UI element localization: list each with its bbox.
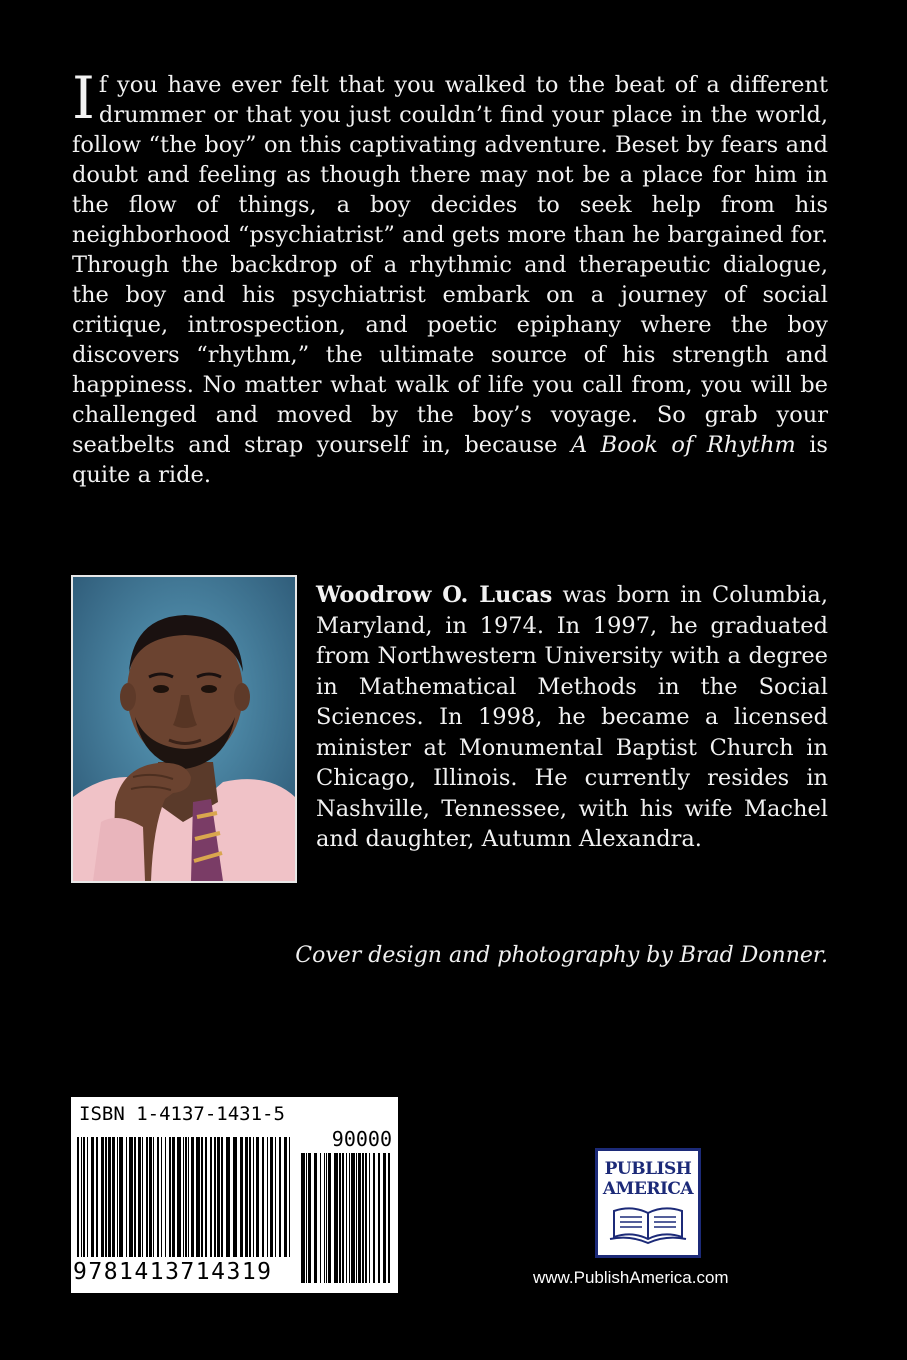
- barcode-bar: [358, 1153, 361, 1283]
- blurb-text-end: is quite a ride.: [72, 432, 828, 488]
- barcode-bar: [301, 1153, 305, 1283]
- barcode-bar: [205, 1137, 207, 1257]
- barcode-bar: [253, 1137, 254, 1257]
- barcode-bar: [314, 1153, 317, 1283]
- barcode-bar: [77, 1137, 79, 1257]
- barcode-bar: [267, 1137, 268, 1257]
- barcode-bar: [388, 1153, 390, 1283]
- ean-number: 9781413714319: [73, 1259, 273, 1285]
- barcode-bar: [326, 1153, 327, 1283]
- barcode-bar: [256, 1137, 259, 1257]
- barcode-bar: [188, 1137, 189, 1257]
- barcode-bar: [320, 1153, 321, 1283]
- barcode-bar: [339, 1153, 341, 1283]
- barcode-bar: [96, 1137, 98, 1257]
- barcode-bar: [183, 1137, 184, 1257]
- barcode-bar: [351, 1153, 355, 1283]
- barcode-bar: [177, 1137, 181, 1257]
- book-title: A Book of Rhythm: [570, 432, 796, 458]
- isbn-barcode: [71, 1097, 398, 1293]
- barcode-bar: [153, 1137, 154, 1257]
- barcode-bar: [126, 1137, 127, 1257]
- barcode-bar: [342, 1153, 344, 1283]
- blurb-text: f you have ever felt that you walked to the beat of a different drummer or that you just couldn’t find your place in the world, follow “the boy” on this captivating adventure. Beset by fears and doubt and feeling as though there may not be a place for him in the flow of things, a boy decides to seek help from his neighborhood “psychiatrist” and gets more than he bargained for. Through the backdrop of a rhythmic and therapeutic dialogue, the boy and his psychiatrist embark on a journey of social critique, introspection, and poetic epiphany where the boy discovers “rhythm,” the ultimate source of his strength and happiness. No matter what walk of life you call from, you will be challenged and moved by the boy’s voyage. So grab your seatbelts and strap yourself in, because: [72, 72, 828, 458]
- barcode-bar: [105, 1137, 107, 1257]
- barcode-bar: [262, 1137, 264, 1257]
- barcode-bar: [217, 1137, 220, 1257]
- barcode-bar: [201, 1137, 203, 1257]
- author-bio: [316, 580, 828, 855]
- barcode-bar: [275, 1137, 276, 1257]
- barcode-bar: [328, 1153, 331, 1283]
- barcode-bar: [279, 1137, 281, 1257]
- barcode-bar: [383, 1153, 386, 1283]
- barcode-bar: [270, 1137, 273, 1257]
- barcode-bar: [161, 1137, 162, 1257]
- barcode-bar: [240, 1137, 243, 1257]
- barcode-bar: [196, 1137, 200, 1257]
- logo-text-bottom: AMERICA: [602, 1179, 694, 1199]
- barcode-bar: [169, 1137, 171, 1257]
- barcode-bar: [101, 1137, 104, 1257]
- publisher-url: www.PublishAmerica.com: [533, 1268, 729, 1287]
- barcode-bar: [365, 1153, 367, 1283]
- author-bio-text: was born in Columbia, Maryland, in 1974. In 1997, he graduated from Northwestern University with a degree in Mathematical Methods in the Social Sciences. In 1998, he became a licensed minister at Monumental Baptist Church in Chicago, Illinois. He currently resides in Nashville, Tennessee, with his wife Machel and daughter, Autumn Alexandra.: [316, 582, 828, 852]
- barcode-bar: [87, 1137, 88, 1257]
- author-name: Woodrow O. Lucas: [316, 582, 553, 608]
- barcode-bar: [233, 1137, 237, 1257]
- barcode-bar: [226, 1137, 230, 1257]
- barcode-bar: [117, 1137, 118, 1257]
- barcode-bar: [362, 1153, 364, 1283]
- barcode-bar: [81, 1137, 82, 1257]
- barcode-bar: [165, 1137, 166, 1257]
- barcode-bar: [308, 1153, 311, 1283]
- barcode-bar: [119, 1137, 123, 1257]
- barcode-bar: [157, 1137, 159, 1257]
- barcode-bar: [149, 1137, 152, 1257]
- drop-cap: I: [72, 64, 95, 132]
- author-portrait-illustration: [73, 577, 295, 881]
- barcode-bar: [134, 1137, 136, 1257]
- logo-text-top: PUBLISH: [604, 1159, 692, 1179]
- price-code: 90000: [331, 1127, 392, 1151]
- barcode-bar: [221, 1137, 223, 1257]
- barcode-bar: [245, 1137, 248, 1257]
- barcode-bar: [369, 1153, 370, 1283]
- isbn-number: ISBN 1-4137-1431-5: [79, 1103, 285, 1125]
- barcode-bar: [142, 1137, 143, 1257]
- barcode-bar: [210, 1137, 212, 1257]
- barcode-bar: [346, 1153, 347, 1283]
- barcode-bar: [373, 1153, 375, 1283]
- barcode-bar: [138, 1137, 141, 1257]
- barcode-bar: [334, 1153, 338, 1283]
- barcode-bar: [249, 1137, 251, 1257]
- barcode-bar: [356, 1153, 357, 1283]
- barcode-bar: [112, 1137, 115, 1257]
- barcode-bar: [185, 1137, 187, 1257]
- barcode-bar: [108, 1137, 111, 1257]
- barcode-bar: [129, 1137, 133, 1257]
- barcode-bar: [378, 1153, 380, 1283]
- barcode-bar: [214, 1137, 216, 1257]
- back-cover-blurb: [72, 64, 828, 490]
- open-book-icon: [608, 1199, 688, 1245]
- barcode-bar: [191, 1137, 194, 1257]
- barcode-bar: [146, 1137, 148, 1257]
- publisher-logo: [595, 1148, 701, 1258]
- barcode-bar: [306, 1153, 307, 1283]
- barcode-bar: [172, 1137, 175, 1257]
- author-photo: [71, 575, 297, 883]
- barcode-bar: [289, 1137, 290, 1257]
- design-credit: Cover design and photography by Brad Donner.: [295, 943, 828, 968]
- barcode-bar: [349, 1153, 350, 1283]
- barcode-bar: [284, 1137, 287, 1257]
- barcode-bar: [324, 1153, 325, 1283]
- barcode-bar: [83, 1137, 85, 1257]
- barcode-bar: [91, 1137, 94, 1257]
